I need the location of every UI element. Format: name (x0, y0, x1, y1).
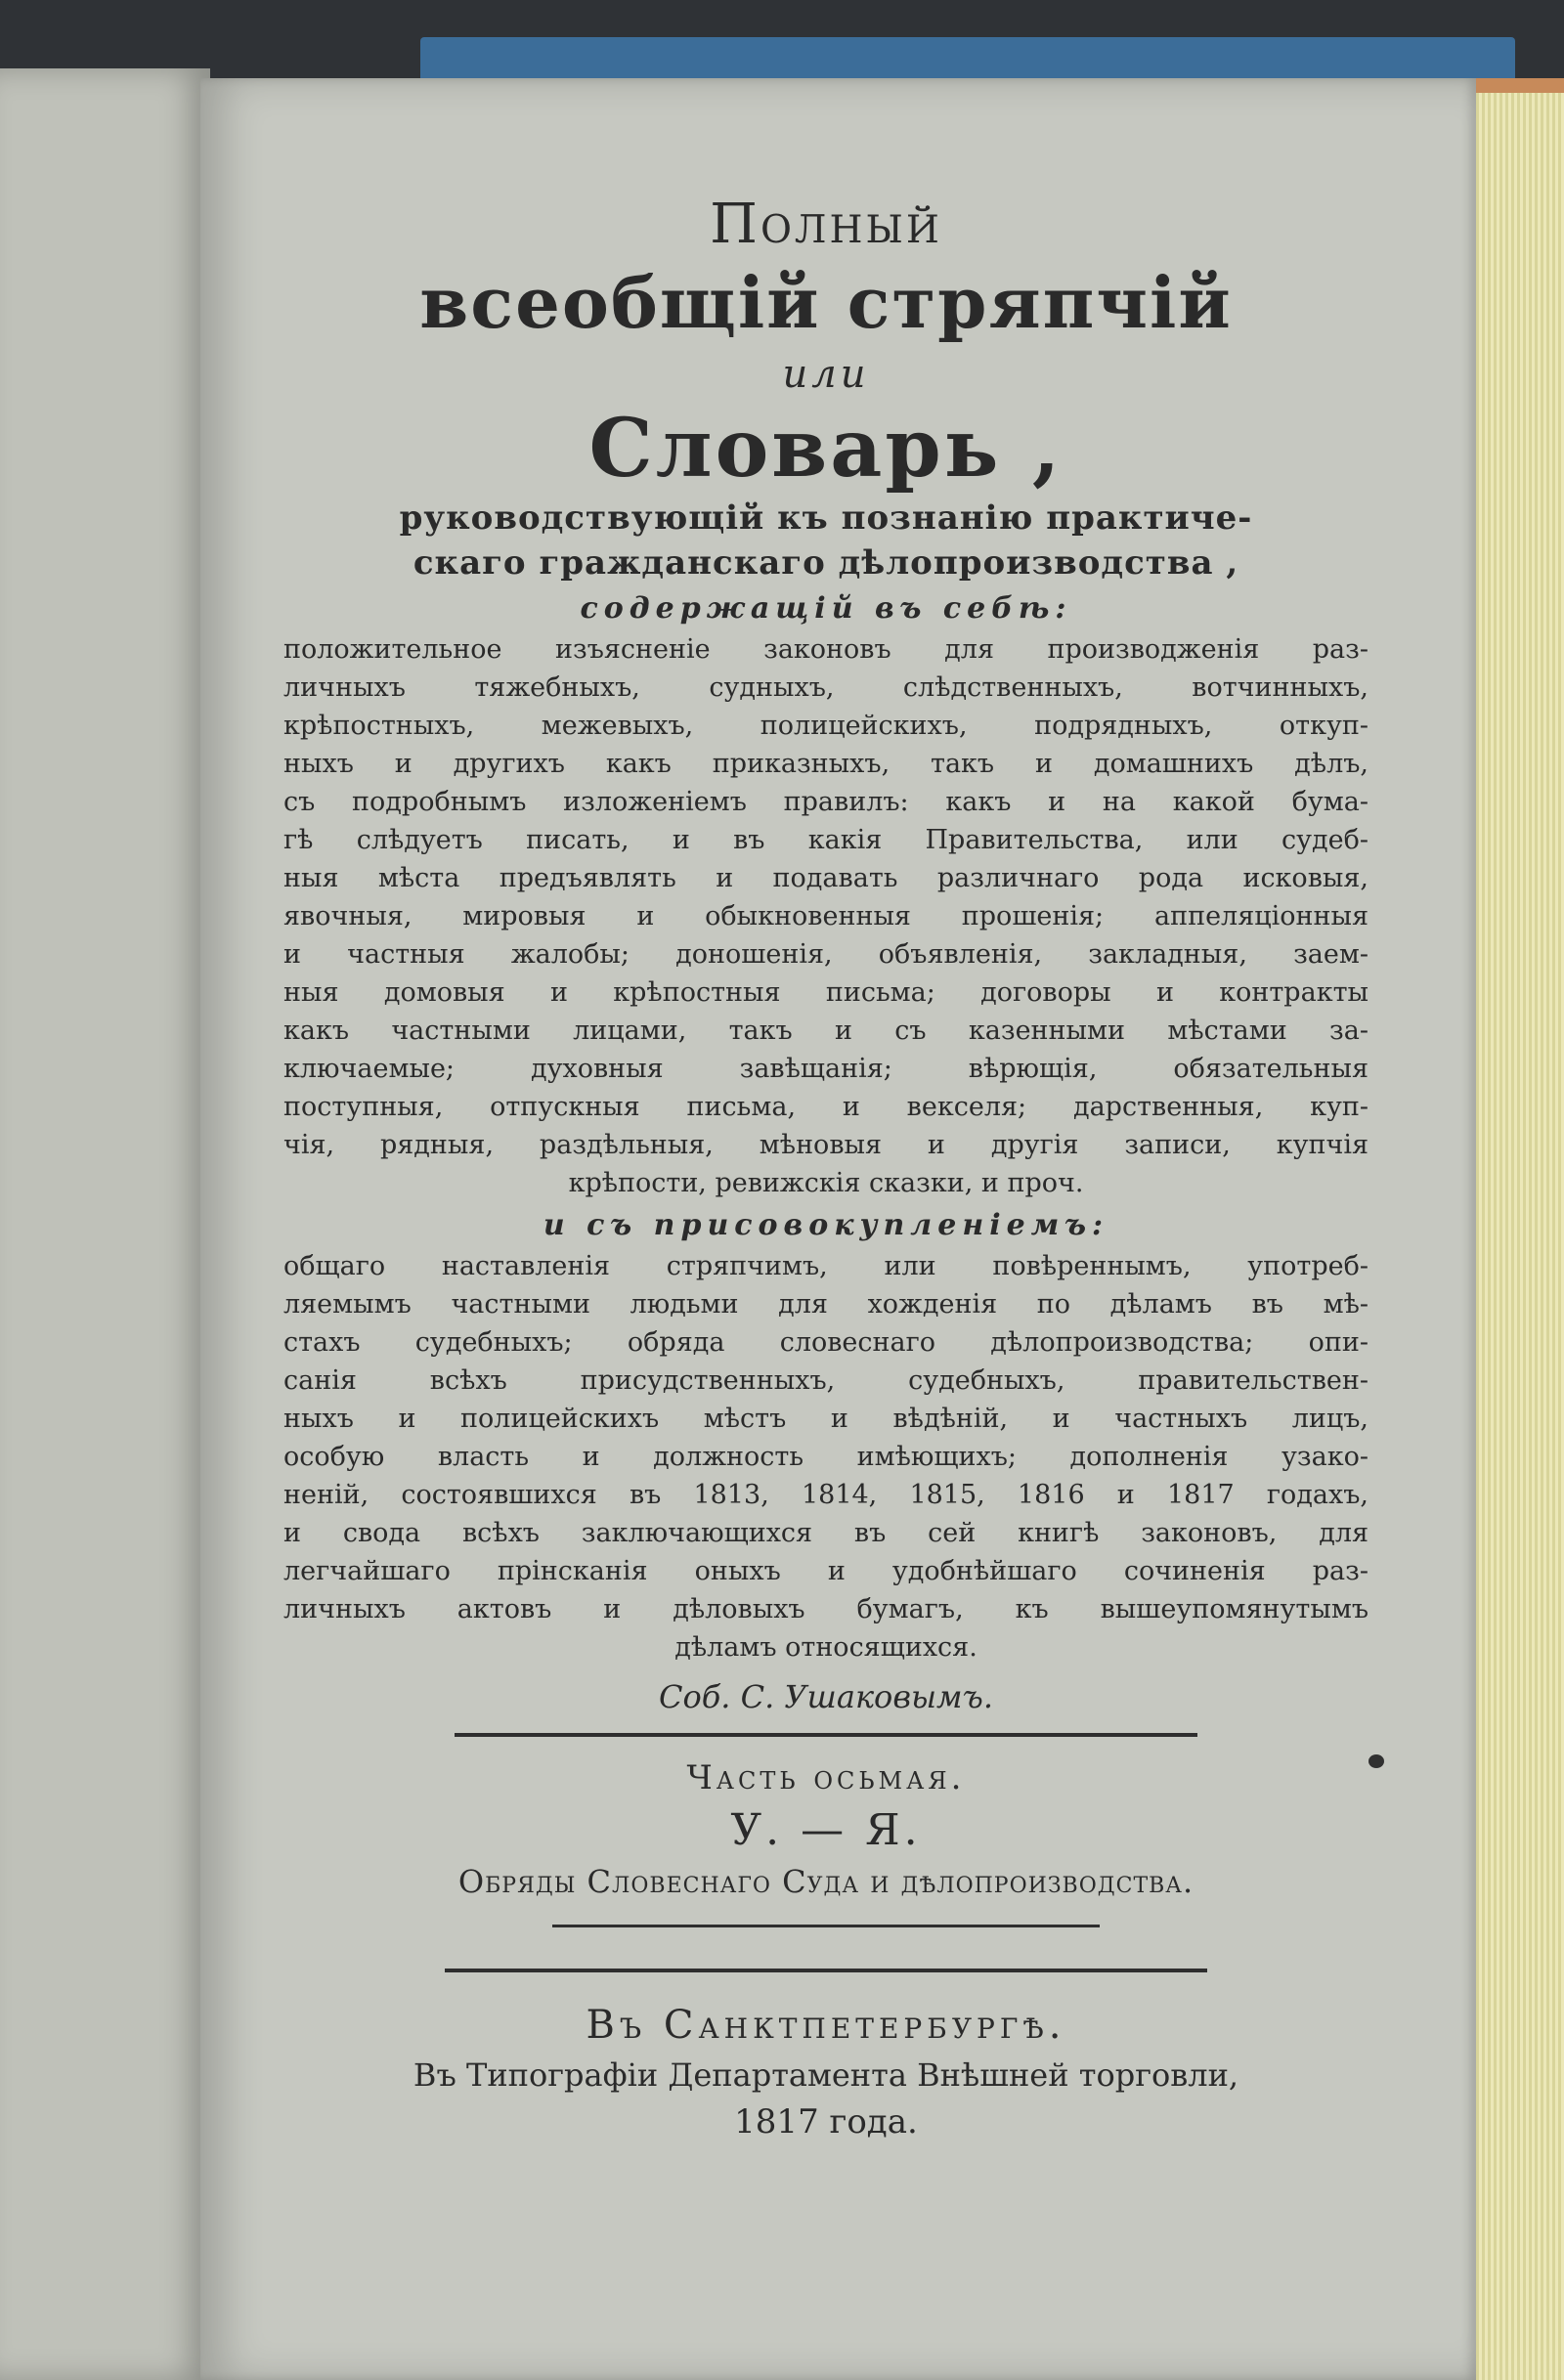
addition-line: и свода всѣхъ заключающихся въ сей книгѣ законовъ, для (283, 1518, 1368, 1548)
title-page-content (259, 191, 1393, 2146)
imprint-city: Въ Санктпетербургѣ. (586, 2003, 1066, 2048)
subtitle-line-2: скаго гражданскаго дѣлопроизводства , (413, 543, 1239, 583)
contents-line: ныхъ и другихъ какъ приказныхъ, такъ и домашнихъ дѣлъ, (283, 749, 1368, 779)
letter-range: У. — Я. (730, 1805, 922, 1855)
left-page (0, 68, 210, 2380)
section-title: Обряды Словеснаго Суда и дѣлопроизводства. (457, 1863, 1195, 1900)
contents-line: ныя мѣста предъявлять и подавать различнаго рода исковыя, (283, 863, 1368, 893)
addition-line: общаго наставленія стряпчимъ, или повѣреннымъ, употреб- (283, 1251, 1368, 1281)
addition-line: легчайшаго прінсканія оныхъ и удобнѣйшаго сочиненія раз- (283, 1556, 1368, 1586)
addition-last-line: дѣламъ относящихся. (674, 1632, 978, 1663)
addition-line: неній, состоявшихся въ 1813, 1814, 1815, 1816 и 1817 годахъ, (283, 1480, 1368, 1510)
imprint-year: 1817 года. (734, 2102, 918, 2142)
divider-rule (455, 1733, 1197, 1737)
contents-line: явочныя, мировыя и обыкновенныя прошенія; аппеляціонныя (283, 901, 1368, 931)
contents-line: ключаемые; духовныя завѣщанія; вѣрющія, обязательныя (283, 1054, 1368, 1084)
addition-block (283, 1247, 1368, 1666)
contents-block (283, 630, 1368, 1202)
divider-rule-lower (445, 1969, 1207, 1972)
contents-line: крѣпостныхъ, межевыхъ, полицейскихъ, подрядныхъ, откуп- (283, 711, 1368, 741)
contents-line: какъ частными лицами, такъ и съ казенными мѣстами за- (283, 1016, 1368, 1046)
contents-line: чія, рядныя, раздѣльныя, мѣновыя и другія записи, купчія (283, 1130, 1368, 1160)
addition-line: личныхъ актовъ и дѣловыхъ бумагъ, къ вышеупомянутымъ (283, 1594, 1368, 1624)
title-line-3: или (782, 352, 870, 397)
addition-label: и съ присовокупленіемъ: (543, 1208, 1109, 1242)
contents-line: положительное изъясненіе законовъ для производженія раз- (283, 634, 1368, 665)
addition-line: санія всѣхъ присудственныхъ, судебныхъ, правительствен- (283, 1365, 1368, 1396)
contents-line: гѣ слѣдуетъ писать, и въ какія Правительства, или судеб- (283, 825, 1368, 855)
compiler-credit: Соб. С. Ушаковымъ. (658, 1678, 994, 1715)
contents-line: личныхъ тяжебныхъ, судныхъ, слѣдственныхъ, вотчинныхъ, (283, 672, 1368, 703)
ink-spot (1368, 1754, 1384, 1768)
contents-line: поступныя, отпускныя письма, и векселя; дарственныя, куп- (283, 1092, 1368, 1122)
part-number: Часть осьмая. (686, 1758, 966, 1797)
page-fore-edge (1476, 93, 1564, 2380)
title-line-1: Полный (710, 193, 942, 256)
subtitle-line-1: руководствующій къ познанію практиче- (399, 498, 1253, 538)
addition-line: ныхъ и полицейскихъ мѣстъ и вѣдѣній, и частныхъ лицъ, (283, 1404, 1368, 1434)
addition-line: особую власть и должность имѣющихъ; дополненія узако- (283, 1442, 1368, 1472)
addition-line: ляемымъ частными людьми для хожденія по дѣламъ въ мѣ- (283, 1289, 1368, 1320)
contents-line: ныя домовыя и крѣпостныя письма; договоры и контракты (283, 977, 1368, 1008)
addition-line: стахъ судебныхъ; обряда словеснаго дѣлопроизводства; опи- (283, 1327, 1368, 1358)
title-line-4: Словарь , (588, 402, 1064, 496)
title-line-2: всеобщій стряпчій (419, 261, 1233, 344)
contents-last-line: крѣпости, ревижскія сказки, и проч. (568, 1168, 1084, 1198)
contents-line: и частныя жалобы; доношенія, объявленія, закладныя, заем- (283, 939, 1368, 970)
contents-line: съ подробнымъ изложеніемъ правилъ: какъ и на какой бума- (283, 787, 1368, 817)
imprint-press: Въ Типографіи Департамента Внѣшней торговли, (413, 2056, 1239, 2094)
contains-label: содержащій въ себѣ: (580, 591, 1072, 626)
title-page (200, 78, 1476, 2380)
